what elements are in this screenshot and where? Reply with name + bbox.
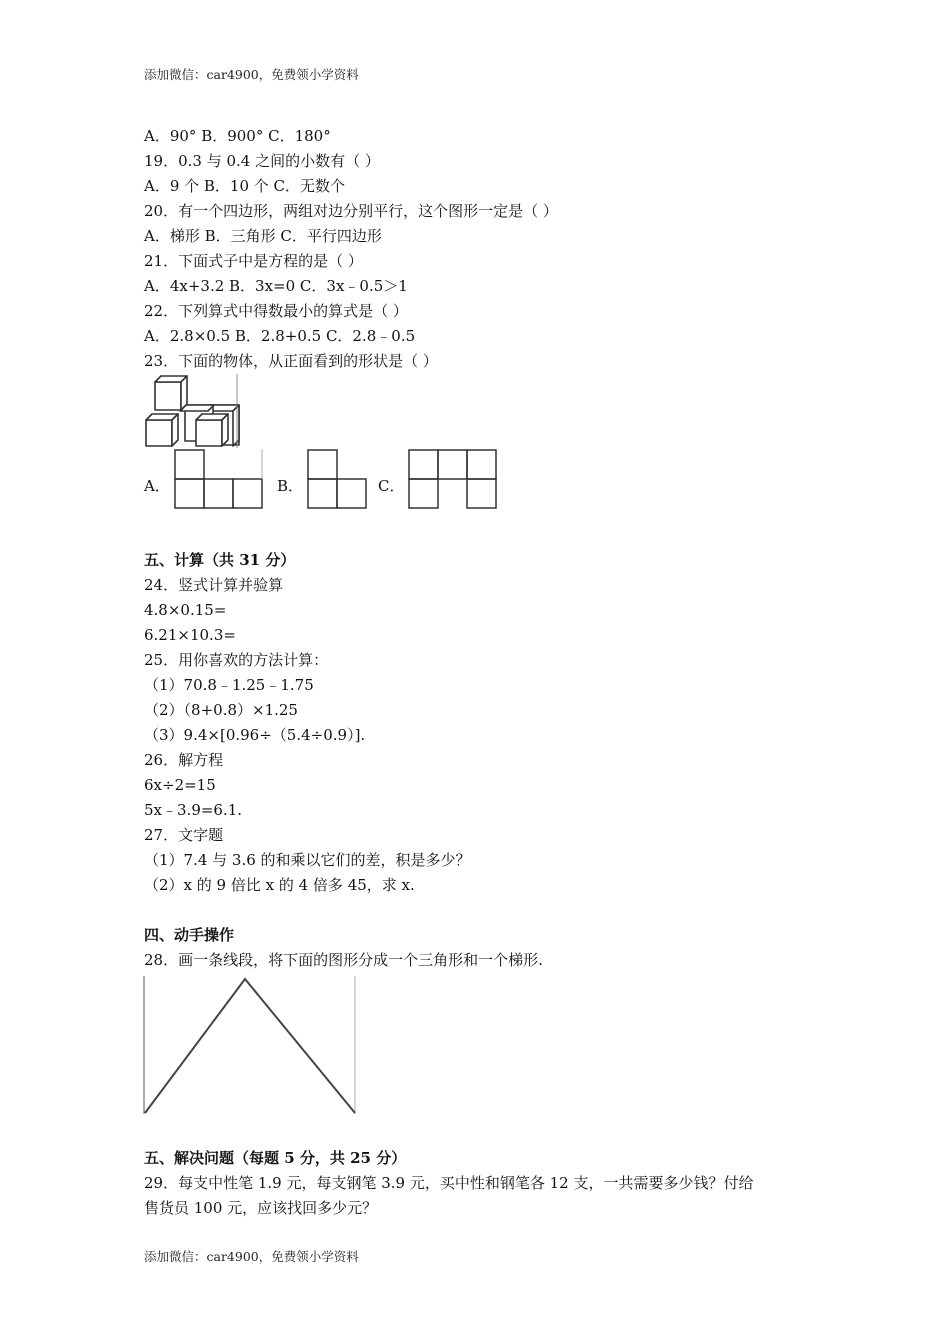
option-a-shape <box>174 449 264 511</box>
q24-text: 24．竖式计算并验算 <box>144 576 284 594</box>
q23-option-c-label: C． <box>378 477 405 495</box>
section-solve-title: 五、解决问题（每题 5 分，共 25 分） <box>144 1149 407 1167</box>
q25-text: 25．用你喜欢的方法计算： <box>144 651 329 669</box>
q21-text: 21．下面式子中是方程的是（ ） <box>144 252 363 270</box>
q26-item-1: 6x÷2=15 <box>144 776 216 794</box>
footer-note: 添加微信：car4900，免费领小学资料 <box>144 1249 359 1264</box>
q20-text: 20．有一个四边形，两组对边分别平行，这个图形一定是（ ） <box>144 202 558 220</box>
triangle-figure <box>143 976 357 1116</box>
q21-options: A．4x+3.2 B．3x=0 C．3x﹣0.5＞1 <box>144 277 408 295</box>
q24-item-2: 6.21×10.3= <box>144 626 236 644</box>
q27-text: 27．文字题 <box>144 826 224 844</box>
q29-text-line-2: 售货员 100 元，应该找回多少元？ <box>144 1199 378 1217</box>
q18-options: A．90° B．900° C．180° <box>144 127 331 145</box>
q23-option-b-label: B． <box>277 477 304 495</box>
q22-options: A．2.8×0.5 B．2.8+0.5 C．2.8﹣0.5 <box>144 327 416 345</box>
option-b-shape <box>307 449 369 511</box>
q19-text: 19．0.3 与 0.4 之间的小数有（ ） <box>144 152 380 170</box>
cube-stack-figure <box>140 374 245 450</box>
header-note: 添加微信：car4900，免费领小学资料 <box>144 67 359 82</box>
q23-text: 23．下面的物体，从正面看到的形状是（ ） <box>144 352 438 370</box>
q25-item-1: （1）70.8﹣1.25﹣1.75 <box>144 676 314 694</box>
q28-text: 28．画一条线段，将下面的图形分成一个三角形和一个梯形. <box>144 951 543 969</box>
q22-text: 22．下列算式中得数最小的算式是（ ） <box>144 302 408 320</box>
section-hands-on-title: 四、动手操作 <box>144 926 235 944</box>
q27-item-1: （1）7.4 与 3.6 的和乘以它们的差，积是多少？ <box>144 851 471 869</box>
q24-item-1: 4.8×0.15= <box>144 601 227 619</box>
q19-options: A．9 个 B．10 个 C．无数个 <box>144 177 346 195</box>
q29-text-line-1: 29．每支中性笔 1.9 元，每支钢笔 3.9 元，买中性和钢笔各 12 支，一共需要多少钱？付给 <box>144 1174 754 1192</box>
q26-item-2: 5x﹣3.9=6.1. <box>144 801 243 819</box>
section-calculation-title: 五、计算（共 31 分） <box>144 551 296 569</box>
q26-text: 26．解方程 <box>144 751 224 769</box>
q23-option-a-label: A． <box>144 477 170 495</box>
q27-item-2: （2）x 的 9 倍比 x 的 4 倍多 45，求 x. <box>144 876 415 894</box>
q20-options: A．梯形 B．三角形 C．平行四边形 <box>144 227 382 245</box>
q25-item-3: （3）9.4×[0.96÷（5.4÷0.9）]. <box>144 726 366 744</box>
q25-item-2: （2）（8+0.8）×1.25 <box>144 701 298 719</box>
option-c-shape <box>408 449 498 511</box>
